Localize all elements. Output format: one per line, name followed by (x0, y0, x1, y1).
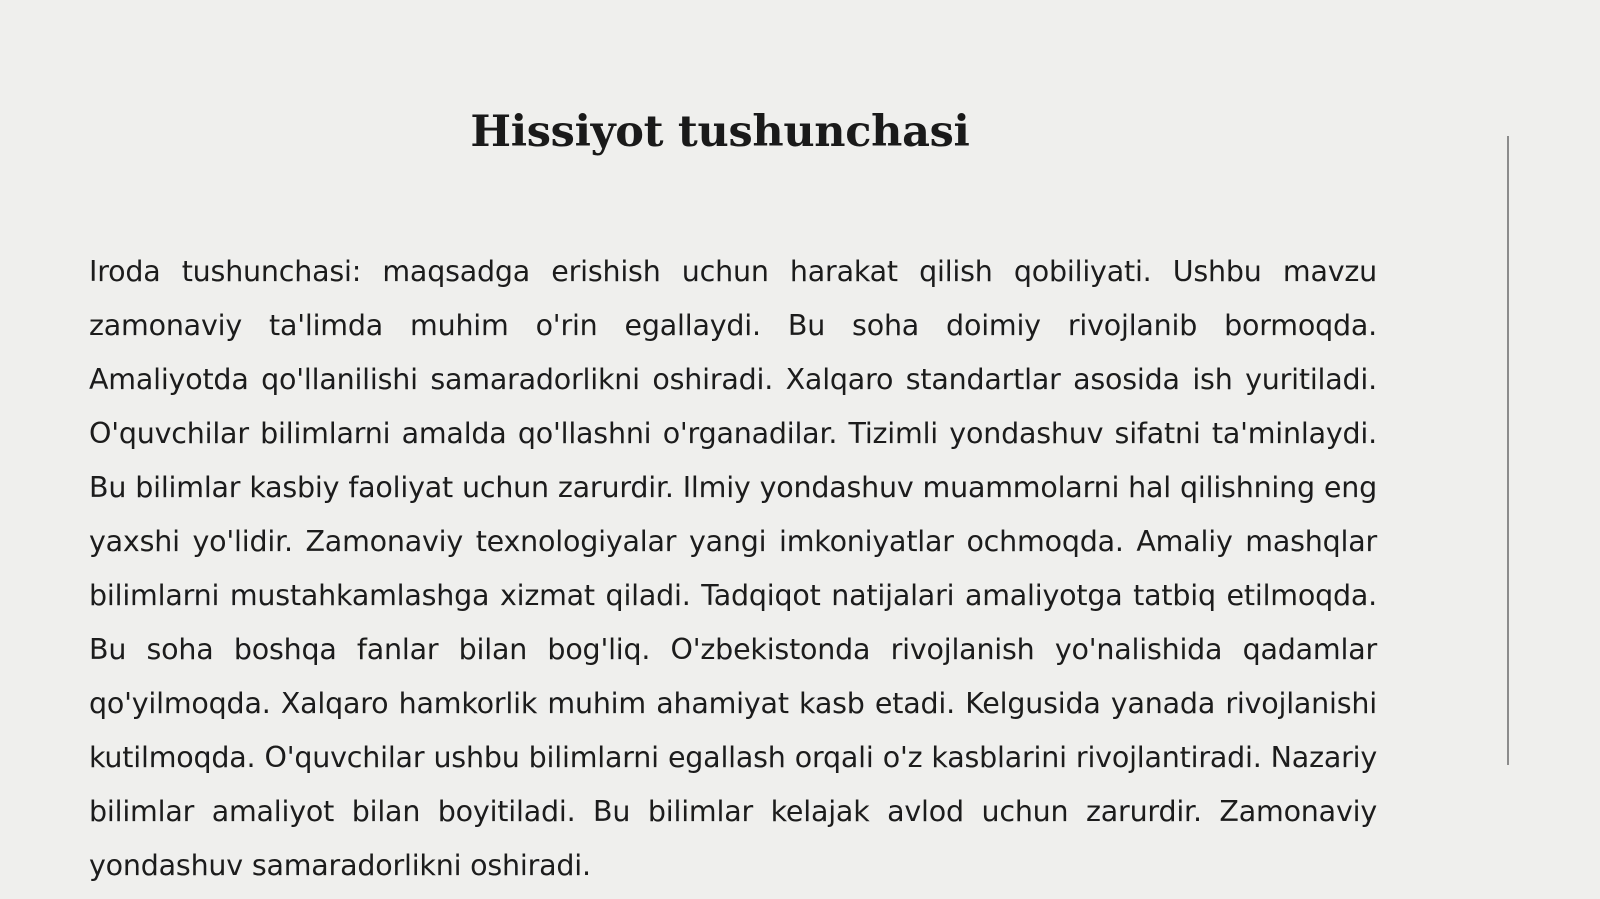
slide-title: Hissiyot tushunchasi (470, 107, 970, 157)
vertical-divider (1507, 136, 1509, 765)
slide-body-text: Iroda tushunchasi: maqsadga erishish uchun harakat qilish qobiliyati. Ushbu mavzu zamonaviy ta'limda muhim o'rin egallaydi. Bu soha doimiy rivojlanib bormoqda. Amaliyotda qo'llanilishi samaradorlikni oshiradi. Xalqaro standartlar asosida ish yuritiladi. O'quvchilar bilimlarni amalda qo'llashni o'rganadilar. Tizimli yondashuv sifatni ta'minlaydi. Bu bilimlar kasbiy faoliyat uchun zarurdir. Ilmiy yondashuv muammolarni hal qilishning eng yaxshi yo'lidir. Zamonaviy texnologiyalar yangi imkoniyatlar ochmoqda. Amaliy mashqlar bilimlarni mustahkamlashga xizmat qiladi. Tadqiqot natijalari amaliyotga tatbiq etilmoqda. Bu soha boshqa fanlar bilan bog'liq. O'zbekistonda rivojlanish yo'nalishida qadamlar qo'yilmoqda. Xalqaro hamkorlik muhim ahamiyat kasb etadi. Kelgusida yanada rivojlanishi kutilmoqda. O'quvchilar ushbu bilimlarni egallash orqali o'z kasblarini rivojlantiradi. Nazariy bilimlar amaliyot bilan boyitiladi. Bu bilimlar kelajak avlod uchun zarurdir. Zamonaviy yondashuv samaradorlikni oshiradi. (89, 255, 1377, 882)
